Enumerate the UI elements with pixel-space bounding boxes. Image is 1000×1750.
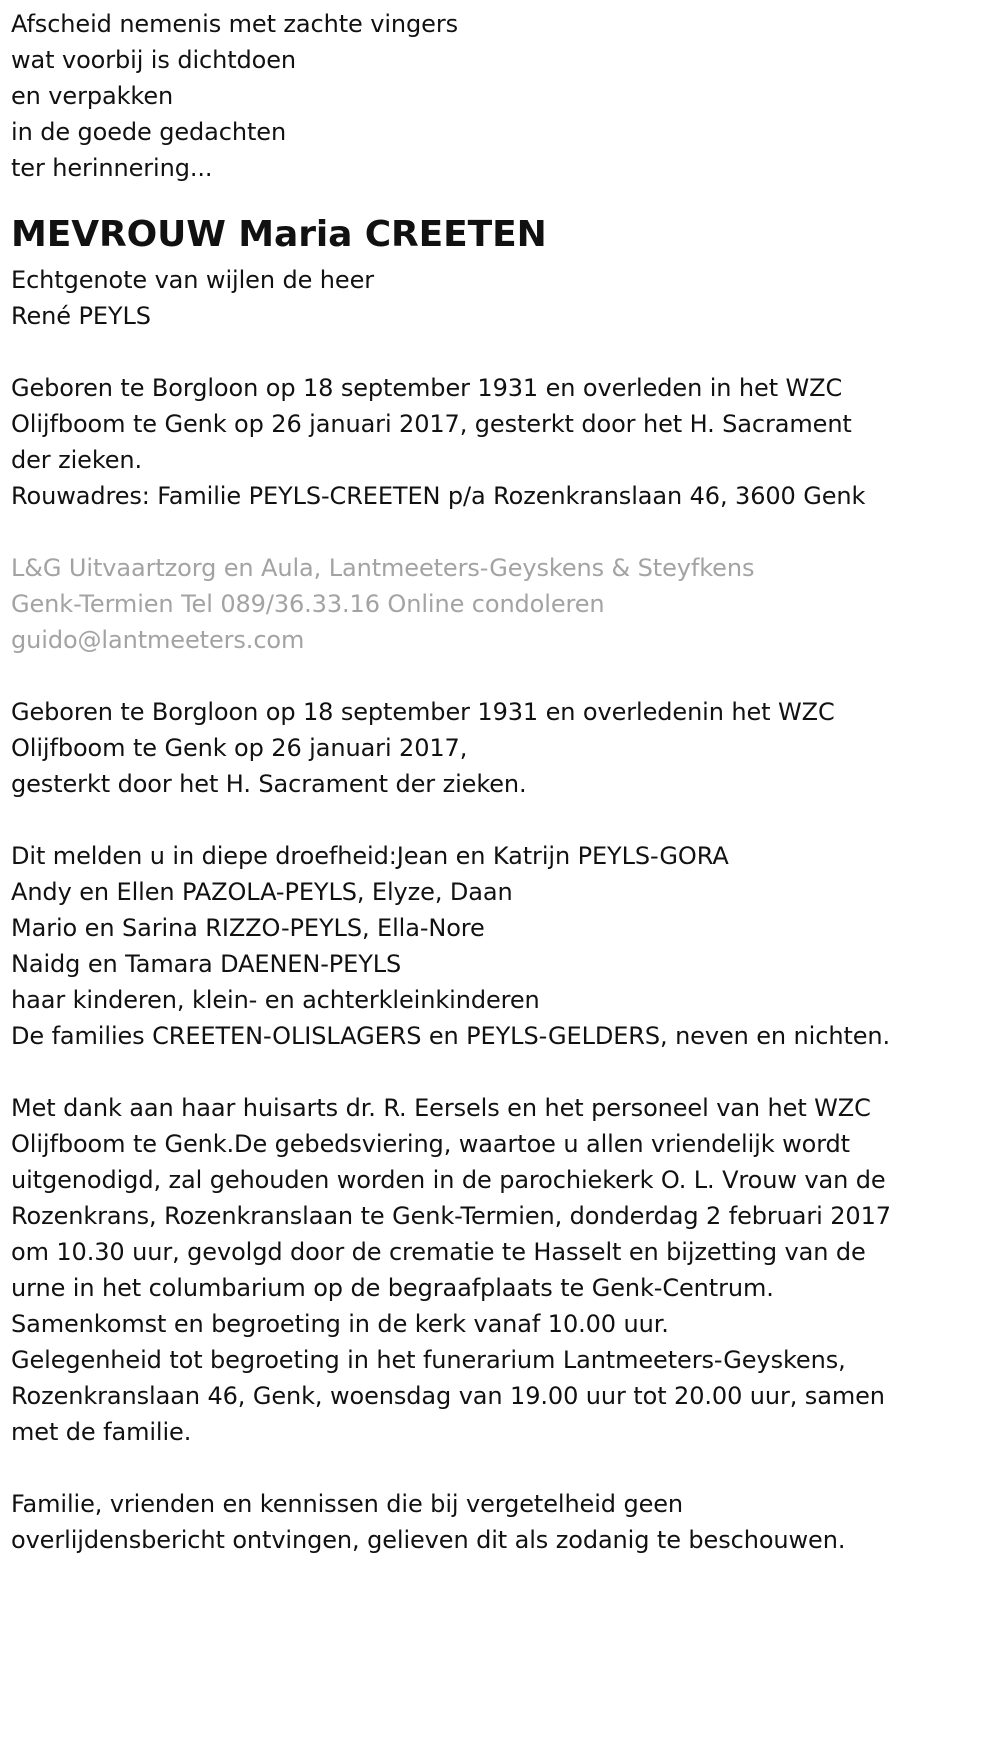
birth-death-repeat-paragraph xyxy=(11,694,996,802)
paragraph-line: met de familie. xyxy=(11,1418,192,1446)
paragraph-line: Familie, vrienden en kennissen die bij vergetelheid geen xyxy=(11,1490,684,1518)
family-line: haar kinderen, klein- en achterkleinkinderen xyxy=(11,986,540,1014)
deceased-section xyxy=(11,208,996,334)
paragraph-line: overlijdensbericht ontvingen, gelieven dit als zodanig te beschouwen. xyxy=(11,1526,846,1554)
funeral-home-line: Genk-Termien Tel 089/36.33.16 Online condoleren xyxy=(11,590,605,618)
family-line: De families CREETEN-OLISLAGERS en PEYLS-GELDERS, neven en nichten. xyxy=(11,1022,891,1050)
paragraph-line: Met dank aan haar huisarts dr. R. Eersels en het personeel van het WZC xyxy=(11,1094,871,1122)
spacer xyxy=(11,1054,996,1090)
mourning-address: Rouwadres: Familie PEYLS-CREETEN p/a Rozenkranslaan 46, 3600 Genk xyxy=(11,482,866,510)
paragraph-line: om 10.30 uur, gevolgd door de crematie te Hasselt en bijzetting van de xyxy=(11,1238,866,1266)
paragraph-line: Olijfboom te Genk.De gebedsviering, waartoe u allen vriendelijk wordt xyxy=(11,1130,850,1158)
paragraph-line: Geboren te Borgloon op 18 september 1931 en overleden in het WZC xyxy=(11,374,843,402)
funeral-home-line: L&G Uitvaartzorg en Aula, Lantmeeters-Geyskens & Steyfkens xyxy=(11,554,755,582)
obituary-notice xyxy=(11,6,996,1558)
paragraph-line: Geboren te Borgloon op 18 september 1931 en overledenin het WZC xyxy=(11,698,835,726)
paragraph-line: Olijfboom te Genk op 26 januari 2017, xyxy=(11,734,468,762)
paragraph-line: Rozenkrans, Rozenkranslaan te Genk-Termien, donderdag 2 februari 2017 xyxy=(11,1202,891,1230)
birth-death-paragraph xyxy=(11,370,996,514)
spacer xyxy=(11,334,996,370)
paragraph-line: uitgenodigd, zal gehouden worden in de parochiekerk O. L. Vrouw van de xyxy=(11,1166,886,1194)
poem-line: en verpakken xyxy=(11,82,174,110)
spouse-line: Echtgenote van wijlen de heer xyxy=(11,266,375,294)
poem-line: Afscheid nemenis met zachte vingers xyxy=(11,10,459,38)
paragraph-line: gesterkt door het H. Sacrament der zieken. xyxy=(11,770,527,798)
family-line: Andy en Ellen PAZOLA-PEYLS, Elyze, Daan xyxy=(11,878,513,906)
spouse-line: René PEYLS xyxy=(11,302,151,330)
spacer xyxy=(11,802,996,838)
closing-paragraph xyxy=(11,1486,996,1558)
paragraph-line: Samenkomst en begroeting in de kerk vanaf 10.00 uur. xyxy=(11,1310,669,1338)
spacer xyxy=(11,514,996,550)
thanks-service-paragraph xyxy=(11,1090,996,1450)
spacer xyxy=(11,658,996,694)
spacer xyxy=(11,1450,996,1486)
deceased-name: MEVROUW Maria CREETEN xyxy=(11,214,547,255)
poem-line: in de goede gedachten xyxy=(11,118,287,146)
spacer xyxy=(11,186,996,208)
family-line: Dit melden u in diepe droefheid:Jean en Katrijn PEYLS-GORA xyxy=(11,842,729,870)
poem xyxy=(11,6,996,186)
paragraph-line: urne in het columbarium op de begraafplaats te Genk-Centrum. xyxy=(11,1274,774,1302)
family-line: Naidg en Tamara DAENEN-PEYLS xyxy=(11,950,402,978)
paragraph-line: Olijfboom te Genk op 26 januari 2017, gesterkt door het H. Sacrament xyxy=(11,410,852,438)
family-paragraph xyxy=(11,838,996,1054)
poem-line: ter herinnering... xyxy=(11,154,213,182)
family-line: Mario en Sarina RIZZO-PEYLS, Ella-Nore xyxy=(11,914,485,942)
paragraph-line: Rozenkranslaan 46, Genk, woensdag van 19.00 uur tot 20.00 uur, samen xyxy=(11,1382,885,1410)
funeral-home-info xyxy=(11,550,996,658)
paragraph-line: der zieken. xyxy=(11,446,143,474)
paragraph-line: Gelegenheid tot begroeting in het funerarium Lantmeeters-Geyskens, xyxy=(11,1346,846,1374)
poem-line: wat voorbij is dichtdoen xyxy=(11,46,297,74)
funeral-home-email: guido@lantmeeters.com xyxy=(11,626,305,654)
